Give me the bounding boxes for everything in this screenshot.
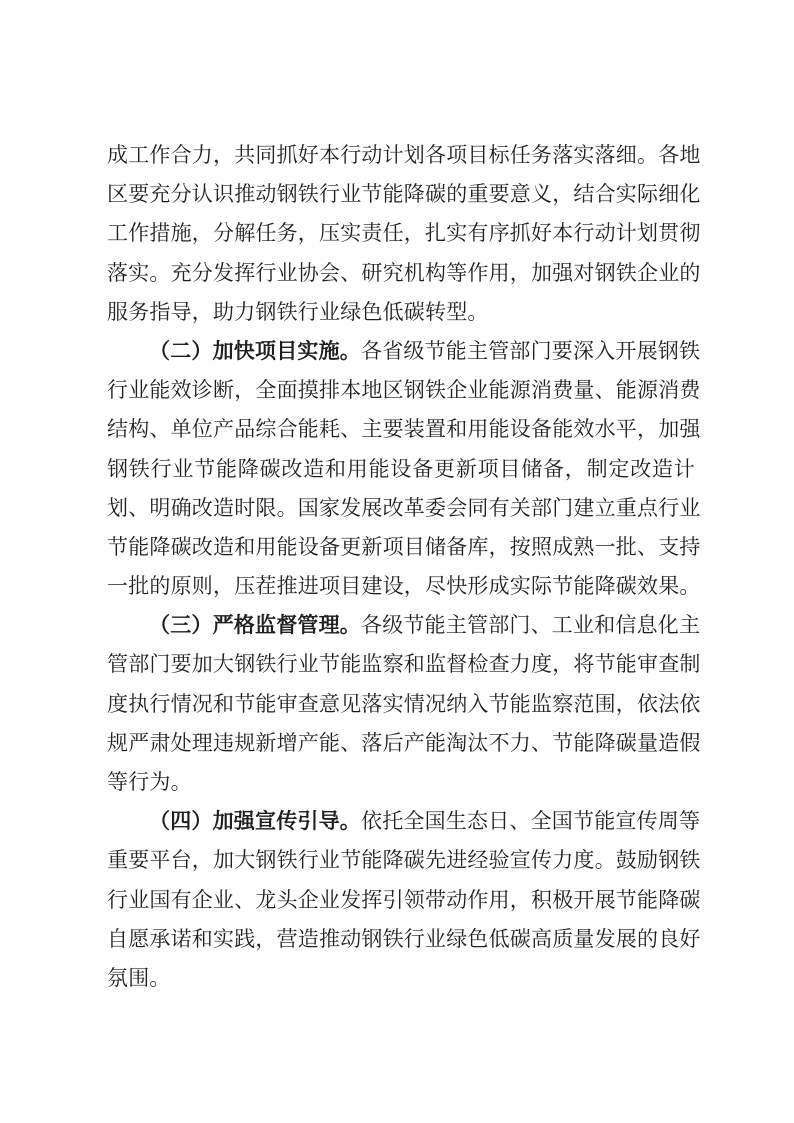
text-line: 钢铁行业节能降碳改造和用能设备更新项目储备，制定改造计 xyxy=(107,456,695,481)
text-line: 氛围。 xyxy=(107,965,171,990)
section-heading: （二）加快项目实施。 xyxy=(149,338,361,363)
text-line: 行业能效诊断，全面摸排本地区钢铁企业能源消费量、能源消费 xyxy=(107,378,701,403)
section-heading: （三）严格监督管理。 xyxy=(149,613,361,638)
text-line: 工作措施，分解任务，压实责任，扎实有序抓好本行动计划贯彻 xyxy=(107,221,701,246)
text-line: 度执行情况和节能审查意见落实情况纳入节能监察范围，依法依 xyxy=(107,691,701,716)
text-line: 一批的原则，压茬推进项目建设，尽快形成实际节能降碳效果。 xyxy=(107,574,701,599)
text-line: 规严肃处理违规新增产能、落后产能淘汰不力、节能降碳量造假 xyxy=(107,730,701,755)
text-line: 行业国有企业、龙头企业发挥引领带动作用，积极开展节能降碳 xyxy=(107,887,701,912)
text-line: 结构、单位产品综合能耗、主要装置和用能设备能效水平，加强 xyxy=(107,417,701,442)
text-line: 重要平台，加大钢铁行业节能降碳先进经验宣传力度。鼓励钢铁 xyxy=(107,848,701,873)
text-line: 成工作合力，共同抓好本行动计划各项目标任务落实落细。各地 xyxy=(107,143,701,167)
text-line: 自愿承诺和实践，营造推动钢铁行业绿色低碳高质量发展的良好 xyxy=(107,926,701,951)
text-line: 等行为。 xyxy=(107,770,192,794)
document-body xyxy=(107,136,701,998)
text-line: 节能降碳改造和用能设备更新项目储备库，按照成熟一批、支持 xyxy=(107,534,701,559)
text-line: 落实。充分发挥行业协会、研究机构等作用，加强对钢铁企业的 xyxy=(107,260,701,285)
text-line: 管部门要加大钢铁行业节能监察和监督检查力度，将节能审查制 xyxy=(107,652,701,677)
text-line: （二）加快项目实施。各省级节能主管部门要深入开展钢铁 xyxy=(149,338,701,363)
section-heading: （四）加强宣传引导。 xyxy=(149,809,361,834)
text-line: 服务指导，助力钢铁行业绿色低碳转型。 xyxy=(107,299,489,324)
text-line: 区要充分认识推动钢铁行业节能降碳的重要意义，结合实际细化 xyxy=(107,182,701,207)
text-line: （三）严格监督管理。各级节能主管部门、工业和信息化主 xyxy=(149,613,701,638)
text-line: 划、明确改造时限。国家发展改革委会同有关部门建立重点行业 xyxy=(107,495,701,520)
text-line: （四）加强宣传引导。依托全国生态日、全国节能宣传周等 xyxy=(149,809,701,834)
